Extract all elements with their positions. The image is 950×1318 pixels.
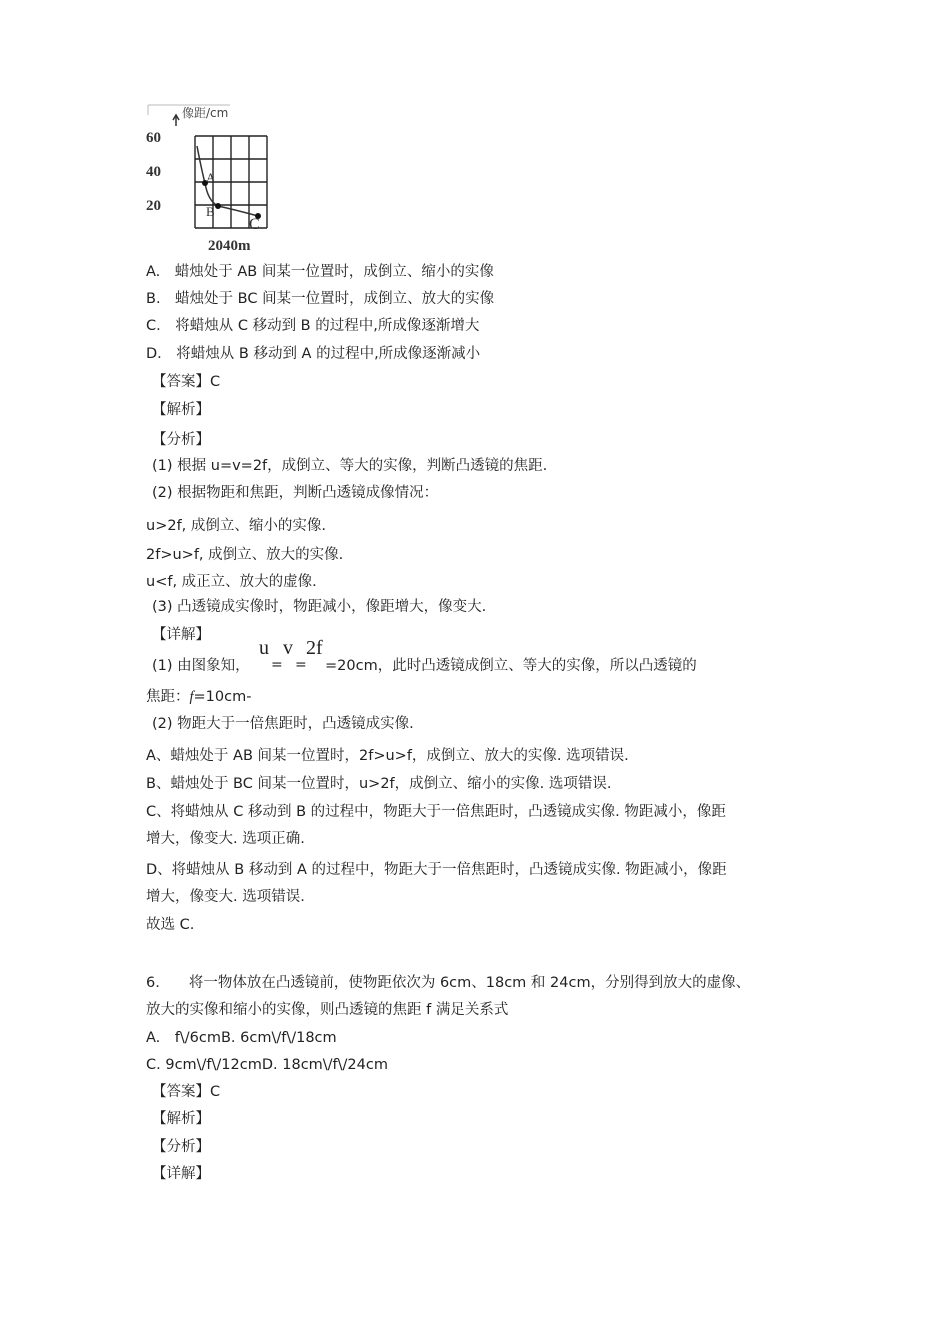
q6-xiangjie-heading: 【详解】 xyxy=(152,1166,210,1182)
q5-detail-prefix: (1) 由图象知， xyxy=(152,658,250,674)
y-tick-20: 20 xyxy=(146,198,161,214)
q5-detail-2: (2) 物距大于一倍焦距时，凸透镜成实像. xyxy=(152,716,414,732)
q5-analysis-6: (3) 凸透镜成实像时，物距减小，像距增大，像变大. xyxy=(152,599,487,615)
q5-option-d: D. 将蜡烛从 B 移动到 A 的过程中,所成像逐渐减小 xyxy=(146,346,481,362)
q5-option-c: C. 将蜡烛从 C 移动到 B 的过程中,所成像逐渐增大 xyxy=(146,318,480,334)
q6-options-1: A. f\/6cmB. 6cm\/f\/18cm xyxy=(146,1030,337,1046)
y-tick-60: 60 xyxy=(146,130,161,146)
point-a-label: A xyxy=(206,170,216,185)
up-arrow-icon xyxy=(173,115,179,126)
x-axis-label: 2040m xyxy=(208,238,251,254)
q5-analysis-5: u<f, 成正立、放大的虚像. xyxy=(146,574,317,590)
q5-answer: 【答案】C xyxy=(152,374,221,390)
q5-detail-d-2: 增大，像变大. 选项错误. xyxy=(146,889,305,905)
q5-option-b: B. 蜡烛处于 BC 间某一位置时，成倒立、放大的实像 xyxy=(146,291,495,307)
y-tick-40: 40 xyxy=(146,164,161,180)
focal-f: f xyxy=(189,689,194,705)
q6-options-2: C. 9cm\/f\/12cmD. 18cm\/f\/24cm xyxy=(146,1057,388,1073)
q5-detail-d-1: D、将蜡烛从 B 移动到 A 的过程中，物距大于一倍焦距时，凸透镜成实像. 物距减小，像距 xyxy=(146,862,727,878)
point-b xyxy=(215,203,221,209)
focal-value: =10cm- xyxy=(193,689,252,705)
q5-analysis-4: 2f>u>f, 成倒立、放大的实像. xyxy=(146,547,344,563)
formula-eq-2: = xyxy=(295,657,307,673)
q6-answer: 【答案】C xyxy=(152,1084,221,1100)
q5-fenxi-heading: 【分析】 xyxy=(152,432,210,448)
q5-detail-focal xyxy=(146,687,251,707)
formula-u: u xyxy=(259,637,269,659)
focal-label: 焦距： xyxy=(146,689,190,705)
y-axis-label: 像距/cm xyxy=(182,106,229,120)
q5-xiangjie-heading: 【详解】 xyxy=(152,627,210,643)
formula-eq-1: = xyxy=(271,657,283,673)
point-c-label: C xyxy=(249,216,260,233)
formula-v: v xyxy=(283,637,293,659)
q6-stem-1: 6. 将一物体放在凸透镜前，使物距依次为 6cm、18cm 和 24cm，分别得到放大的虚像、 xyxy=(146,975,751,991)
q5-detail-suffix: =20cm，此时凸透镜成倒立、等大的实像，所以凸透镜的 xyxy=(325,658,697,674)
point-b-label: B xyxy=(206,204,215,219)
q5-jiexi-heading: 【解析】 xyxy=(152,402,210,418)
q5-analysis-1: (1) 根据 u=v=2f，成倒立、等大的实像，判断凸透镜的焦距. xyxy=(152,458,548,474)
q5-detail-c-1: C、将蜡烛从 C 移动到 B 的过程中，物距大于一倍焦距时，凸透镜成实像. 物距减小，像距 xyxy=(146,804,726,820)
q5-detail-a: A、蜡烛处于 AB 间某一位置时，2f>u>f，成倒立、放大的实像. 选项错误. xyxy=(146,748,629,764)
q5-detail-b: B、蜡烛处于 BC 间某一位置时，u>2f，成倒立、缩小的实像. 选项错误. xyxy=(146,776,612,792)
q6-stem-2: 放大的实像和缩小的实像，则凸透镜的焦距 f 满足关系式 xyxy=(146,1002,509,1018)
q6-fenxi-heading: 【分析】 xyxy=(152,1139,210,1155)
formula-2f: 2f xyxy=(306,637,323,659)
q5-detail-c-2: 增大，像变大. 选项正确. xyxy=(146,831,305,847)
q5-option-a: A. 蜡烛处于 AB 间某一位置时，成倒立、缩小的实像 xyxy=(146,264,494,280)
q5-analysis-2: (2) 根据物距和焦距，判断凸透镜成像情况： xyxy=(152,485,439,501)
q5-analysis-3: u>2f, 成倒立、缩小的实像. xyxy=(146,518,326,534)
q6-jiexi-heading: 【解析】 xyxy=(152,1111,210,1127)
q5-conclusion: 故选 C. xyxy=(146,917,195,933)
